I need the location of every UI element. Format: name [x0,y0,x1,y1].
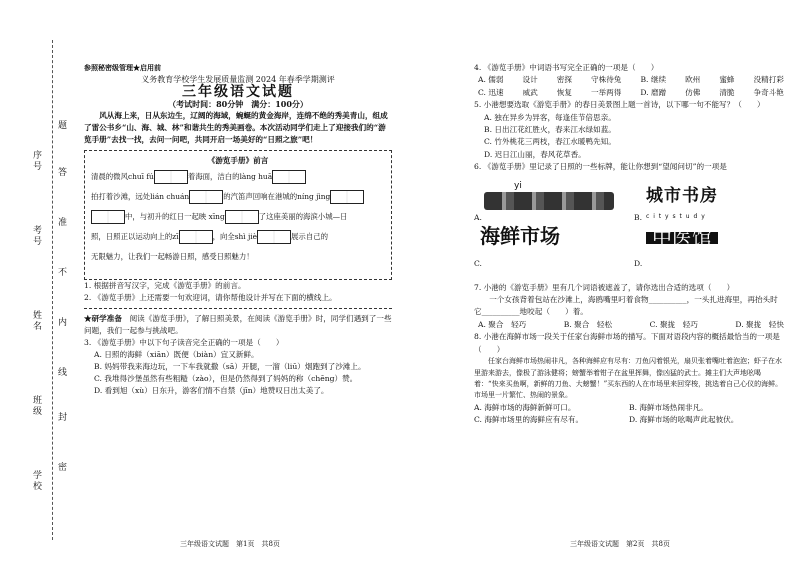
exam-number-field[interactable]: 考号 [31,225,41,247]
question-4: 4. 《游览手册》中词语书写完全正确的一项是（ ） [474,63,659,72]
sign-options [474,178,784,278]
preface-line: 无限魅力，让我们一起畅游日照，感受日照魅力！ [91,252,254,261]
seat-number-field[interactable]: 序号 [31,150,41,172]
option-a[interactable]: A. 独在异乡为异客，每逢佳节倍思亲。 [484,112,616,122]
answer-grid[interactable] [179,230,213,244]
answer-grid[interactable] [225,210,259,224]
answer-grid[interactable] [154,170,188,184]
option-b[interactable]: B. 海鲜市场热闹非凡。 [629,402,708,412]
option-c[interactable]: C. 聚拢 轻巧 [649,319,698,329]
preface-title: 《游览手册》前言 [207,156,269,165]
pinyin-label: yi [514,180,522,191]
seal-char: 准 [58,218,68,228]
seafood-market-sign: 海鲜市场 [480,223,560,248]
answer-grid[interactable] [330,190,364,204]
option-c[interactable]: C. 海鲜市场里的海鲜应有尽有。 [474,415,584,425]
answer-grid[interactable] [189,190,223,204]
seal-char: 答 [58,168,68,178]
binding-margin [0,0,72,561]
option-d-letter[interactable]: D. [634,258,643,268]
seal-char: 密 [58,463,68,473]
answer-grid[interactable] [91,210,125,224]
answer-line[interactable] [84,308,392,309]
option-d[interactable]: D. 海鲜市场的吆喝声此起彼伏。 [629,415,739,425]
option-d[interactable]: D. 聚拢 轻快 [735,319,784,329]
question-8: 8. 小港在海鲜市场一段关于任家台海鲜市场的描写。下面对语段内容的概括最恰当的一项是（ ） [474,332,780,354]
exam-subtitle: 义务教育学校学生发展质量监测 2024 年春季学期测评 [141,75,335,84]
exam-info: （考试时间：80分钟 满分：100分） [168,99,308,109]
question-1: 1. 根据拼音写汉字，完成《游览手册》的前言。 [84,281,246,290]
tcm-hospital-sign: 中医馆 [646,232,718,244]
preface-line: 拍打着沙滩，远处lián chuán 的汽笛声回响在港城的níng jìng [91,187,385,207]
brush-sign-image [484,192,614,210]
exam-title: 三年级语文试题 [182,84,294,100]
question-8-passage: 任家台海鲜市场热闹非凡，各种海鲜应有尽有：刀鱼闪着银光，扇贝张着嘴吐着泡泡；虾子在水里游来游去，像极了游泳健将；螃蟹举着钳子在盆里挥舞，像凶猛的武士。摊主们大声地吆喝着：“快来买鱼啊，新鲜的刀鱼、大螃蟹！”买东西的人在市场里来回穿梭，挑选着自己心仪的海鲜。市场里一片繁忙、热闹的景象。 [474,357,783,400]
section-text: 阅读《游览手册》，了解日照美景，在阅读《游览手册》时，同学们遇到了一些问题，我们一起参与挑战吧。 [84,314,392,335]
option-row [474,319,784,331]
secret-label: 参照秘密级管理★启用前 [84,63,161,72]
question-5: 5. 小港想要选取《游览手册》的春日美景图上题一首诗，以下哪一句不能写？（ ） [474,100,765,110]
seal-char: 封 [58,413,68,423]
seal-char: 内 [58,318,68,328]
answer-grid[interactable] [257,230,291,244]
seal-char: 不 [58,268,68,278]
preface-line: 中，与初升的红日一起映 xīng 了这座美丽的海滨小城—日 [91,207,385,227]
class-field[interactable]: 班级 [31,395,41,417]
option-b[interactable]: B. 妈妈带我来海边玩，一下车我就撒（sā）开腿，一溜（liū）烟跑到了沙滩上。 [94,362,366,371]
option-row: C. 迅速 威武 恢复 一举两得 D. 磨蹭 仿佛 清脆 争奇斗艳 [478,87,784,97]
school-field[interactable]: 学校 [31,470,41,492]
name-field[interactable]: 姓名 [31,310,41,332]
question-6: 6. 《游览手册》里记录了日照的一些标牌，能让你想到“望闻问切”的一项是 [474,162,727,172]
page-1-content [84,62,392,397]
page-footer: 三年级语文试题 第2页 共8页 [570,540,670,548]
option-a-letter[interactable]: A. [474,212,482,222]
intro-paragraph: 风从海上来，日从东边生，辽阔的海域，蜿蜒的黄金海岸，连绵不绝的秀美青山，组成了雷公书乡“山、海、城、林”和谐共生的秀美画卷。本次活动同学们走上了迎接我们的“游览手册”去找一找，去问一问吧，共同开启一场美好的“日照之旅”吧！ [84,111,388,144]
option-c-letter[interactable]: C. [474,258,482,268]
option-row: A. 儒弱 设计 密探 守株待兔 B. 继续 欧州 蜜蜂 没精打彩 [478,75,784,85]
option-a[interactable]: A. 聚合 轻巧 [478,319,527,329]
question-3: 3. 《游览手册》中以下句子读音完全正确的一项是（ ） [84,338,284,347]
preface-line: 照，日照正以运动向上的zī ，向全shì jiè 展示自己的 [91,227,385,247]
city-study-sub: c i t y s t u d y [646,212,706,220]
preface-line: 清晨的微风chuī fú 着海面，洁白的làng huā [91,167,385,187]
option-b[interactable]: B. 聚合 轻松 [563,319,613,329]
option-a[interactable]: A. 海鲜市场的海鲜新鲜可口。 [474,402,576,412]
exam-page-2 [400,0,794,561]
page-2-content [474,62,784,427]
city-study-sign: 城市书房 [646,185,718,206]
question-7: 7. 小港的《游览手册》里有几个词语被遮盖了，请你选出合适的选项（ ） [474,282,735,292]
seal-char: 线 [58,368,68,378]
answer-grid[interactable] [272,170,306,184]
question-7-text: 一个女孩背着包站在沙滩上，海鸥嘴里叼着食物__________，一头扎进海里，再抬头时它__________地咬起（ ）着。 [474,295,778,317]
option-a[interactable]: A. 日照的海鲜（xiān）既便（biàn）宜又新鲜。 [94,350,259,359]
option-d[interactable]: D. 迟日江山丽，春风花草香。 [484,149,586,159]
seal-line [52,40,53,540]
option-d[interactable]: D. 看到旭（xù）日东升，游客们情不自禁（jīn）地赞叹日出太美了。 [94,386,329,395]
option-b-letter[interactable]: B. [634,212,642,222]
section-heading: ★研学准备 [84,314,122,323]
seal-char: 题 [58,121,68,131]
option-c[interactable]: C. 我堆得沙堡虽然有些粗糙（zào），但是仍然得到了妈妈的称（chēng）赞。 [94,374,358,383]
option-b[interactable]: B. 日出江花红胜火，春来江水绿如蓝。 [484,125,616,135]
preface-box [84,150,392,280]
option-grid [474,402,784,427]
question-2: 2. 《游览手册》上还需要一句欢迎词，请你帮他设计并写在下面的横线上。 [84,293,337,302]
option-c[interactable]: C. 竹外桃花三两枝，春江水暖鸭先知。 [484,137,616,147]
page-footer: 三年级语文试题 第1页 共8页 [180,540,280,548]
